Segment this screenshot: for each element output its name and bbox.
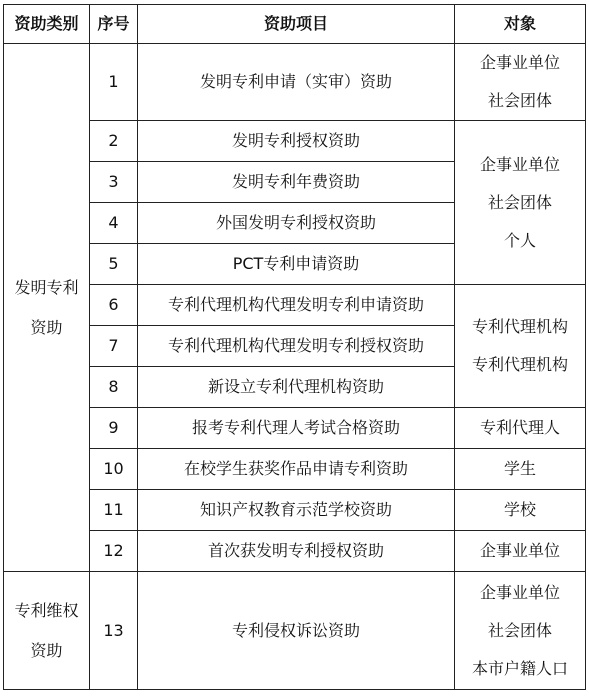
header-target: 对象: [455, 5, 586, 44]
target-line: 企事业单位: [479, 582, 560, 602]
item-cell: 知识产权教育示范学校资助: [138, 490, 455, 531]
seq-cell: 10: [90, 449, 138, 490]
target-line: 社会团体: [487, 192, 552, 212]
category-line: 发明专利: [14, 277, 79, 297]
item-cell: PCT专利申请资助: [138, 244, 455, 285]
seq-cell: 3: [90, 162, 138, 203]
item-cell: 首次获发明专利授权资助: [138, 531, 455, 572]
seq-cell: 13: [90, 572, 138, 690]
seq-cell: 7: [90, 326, 138, 367]
funding-table: [3, 4, 586, 690]
target-line: 社会团体: [487, 620, 552, 640]
header-row: [4, 5, 586, 44]
seq-cell: 4: [90, 203, 138, 244]
category-line: 资助: [30, 317, 63, 337]
target-line: 社会团体: [487, 91, 552, 110]
table-row: [4, 285, 586, 326]
item-cell: 报考专利代理人考试合格资助: [138, 408, 455, 449]
target-cell: [455, 285, 586, 408]
table-row: [4, 408, 586, 449]
table-row: [4, 44, 586, 121]
item-cell: 发明专利授权资助: [138, 121, 455, 162]
category-cell-invention: [4, 44, 90, 572]
category-line: 资助: [30, 640, 63, 660]
item-cell: 外国发明专利授权资助: [138, 203, 455, 244]
item-cell: 发明专利申请（实审）资助: [138, 44, 455, 121]
header-item: 资助项目: [138, 5, 455, 44]
target-cell: 学生: [455, 449, 586, 490]
item-cell: 专利侵权诉讼资助: [138, 572, 455, 690]
target-cell: 企事业单位: [455, 531, 586, 572]
seq-cell: 12: [90, 531, 138, 572]
target-cell: [455, 572, 586, 690]
target-cell: [455, 44, 586, 121]
target-line: 个人: [503, 230, 536, 250]
item-cell: 在校学生获奖作品申请专利资助: [138, 449, 455, 490]
target-line: 专利代理机构: [471, 317, 568, 336]
table-row: [4, 531, 586, 572]
item-cell: 专利代理机构代理发明专利授权资助: [138, 326, 455, 367]
seq-cell: 9: [90, 408, 138, 449]
header-seq: 序号: [90, 5, 138, 44]
seq-cell: 5: [90, 244, 138, 285]
item-cell: 专利代理机构代理发明专利申请资助: [138, 285, 455, 326]
target-line: 企事业单位: [479, 53, 560, 72]
category-line: 专利维权: [14, 600, 79, 620]
category-cell-enforcement: [4, 572, 90, 690]
table-row: [4, 572, 586, 690]
seq-cell: 11: [90, 490, 138, 531]
item-cell: 新设立专利代理机构资助: [138, 367, 455, 408]
target-line: 专利代理机构: [471, 355, 568, 374]
seq-cell: 1: [90, 44, 138, 121]
target-cell: 学校: [455, 490, 586, 531]
table-row: [4, 490, 586, 531]
target-line: 本市户籍人口: [471, 658, 568, 678]
table-row: [4, 121, 586, 162]
seq-cell: 8: [90, 367, 138, 408]
target-cell: 专利代理人: [455, 408, 586, 449]
target-line: 企事业单位: [479, 154, 560, 174]
item-cell: 发明专利年费资助: [138, 162, 455, 203]
seq-cell: 2: [90, 121, 138, 162]
header-category: 资助类别: [4, 5, 90, 44]
seq-cell: 6: [90, 285, 138, 326]
table-row: [4, 449, 586, 490]
target-cell: [455, 121, 586, 285]
